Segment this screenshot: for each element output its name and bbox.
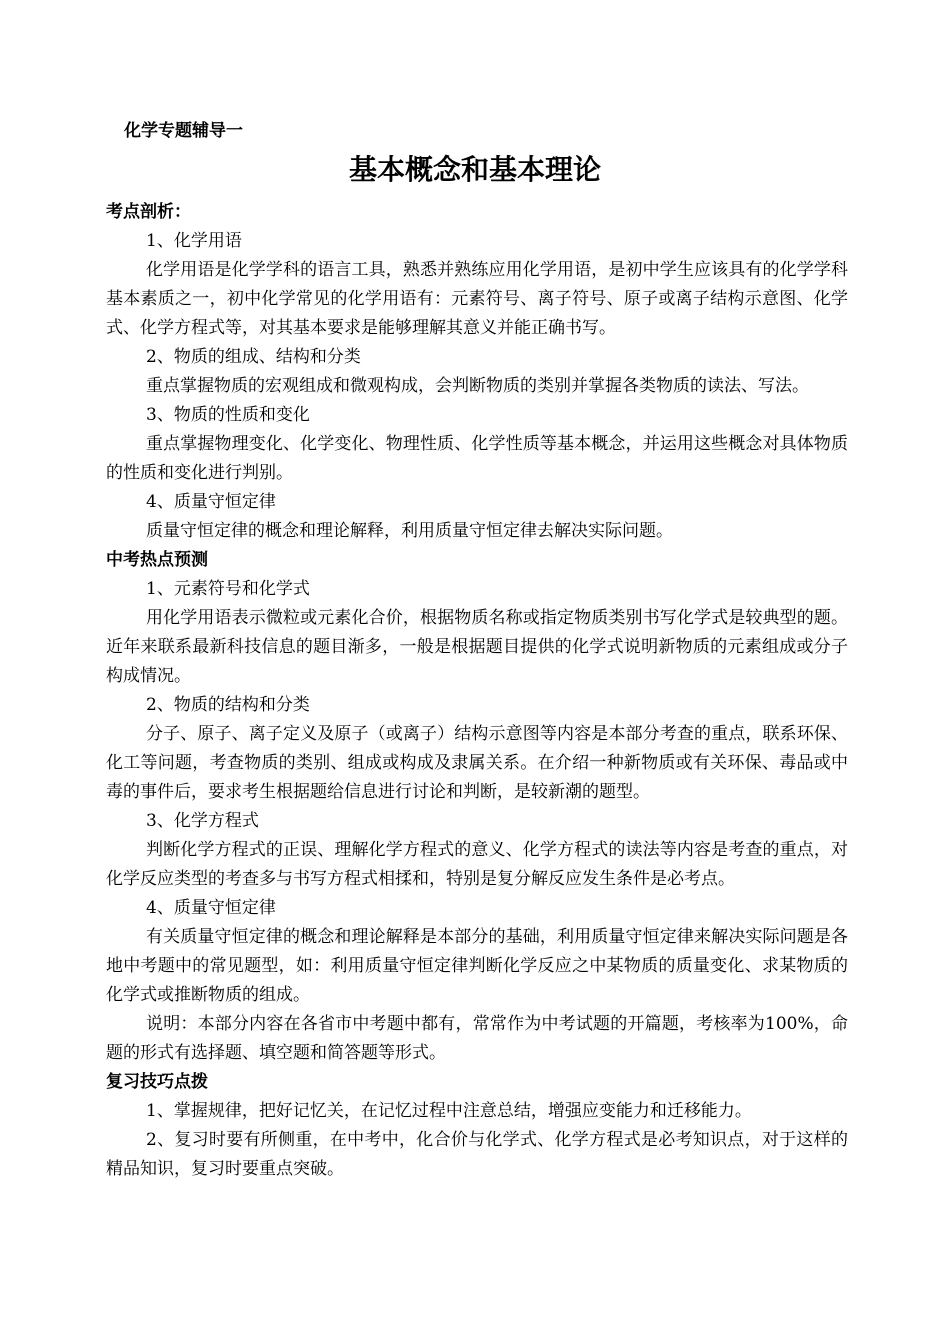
note-paragraph: 说明：本部分内容在各省市中考题中都有，常常作为中考试题的开篇题，考核率为100%，命题的形式有选择题、填空题和简答题等形式。 — [106, 1014, 848, 1063]
document-body — [106, 198, 848, 1184]
subheading: 3、化学方程式 — [146, 811, 259, 831]
subheading: 1、元素符号和化学式 — [146, 579, 310, 599]
paragraph: 重点掌握物质的宏观组成和微观构成，会判断物质的类别并掌握各类物质的读法、写法。 — [146, 376, 809, 396]
tip-item: 2、复习时要有所侧重，在中考中，化合价与化学式、化学方程式是必考知识点，对于这样的精品知识，复习时要重点突破。 — [106, 1130, 848, 1179]
paragraph: 质量守恒定律的概念和理论解释，利用质量守恒定律去解决实际问题。 — [146, 521, 673, 541]
paragraph: 重点掌握物理变化、化学变化、物理性质、化学性质等基本概念，并运用这些概念对具体物质的性质和变化进行判别。 — [106, 434, 848, 483]
subheading: 3、物质的性质和变化 — [146, 405, 310, 425]
series-label: 化学专题辅导一 — [124, 121, 243, 141]
tip-item: 1、掌握规律，把好记忆关，在记忆过程中注意总结，增强应变能力和迁移能力。 — [146, 1101, 752, 1121]
paragraph: 判断化学方程式的正误、理解化学方程式的意义、化学方程式的读法等内容是考查的重点，对化学反应类型的考查多与书写方程式相揉和，特别是复分解反应发生条件是必考点。 — [106, 840, 848, 889]
paragraph: 用化学用语表示微粒或元素化合价，根据物质名称或指定物质类别书写化学式是较典型的题。近年来联系最新科技信息的题目渐多，一般是根据题目提供的化学式说明新物质的元素组成或分子构成情况。 — [106, 608, 848, 686]
subheading: 4、质量守恒定律 — [146, 492, 276, 512]
subheading: 2、物质的结构和分类 — [146, 695, 310, 715]
subheading: 2、物质的组成、结构和分类 — [146, 347, 361, 367]
section-heading-tips: 复习技巧点拨 — [106, 1072, 208, 1092]
section-heading-analysis: 考点剖析： — [106, 202, 191, 222]
subheading: 1、化学用语 — [146, 231, 242, 251]
paragraph: 有关质量守恒定律的概念和理论解释是本部分的基础，利用质量守恒定律来解决实际问题是各地中考题中的常见题型，如：利用质量守恒定律判断化学反应之中某物质的质量变化、求某物质的化学式或推断物质的组成。 — [106, 927, 848, 1005]
subheading: 4、质量守恒定律 — [146, 898, 276, 918]
page-title: 基本概念和基本理论 — [348, 153, 601, 186]
section-heading-forecast: 中考热点预测 — [106, 550, 208, 570]
paragraph: 分子、原子、离子定义及原子（或离子）结构示意图等内容是本部分考查的重点，联系环保、化工等问题，考查物质的类别、组成或构成及隶属关系。在介绍一种新物质或有关环保、毒品或中毒的事件后，要求考生根据题给信息进行讨论和判断，是较新潮的题型。 — [106, 724, 848, 802]
paragraph: 化学用语是化学学科的语言工具，熟悉并熟练应用化学用语，是初中学生应该具有的化学学科基本素质之一，初中化学常见的化学用语有：元素符号、离子符号、原子或离子结构示意图、化学式、化学方程式等，对其基本要求是能够理解其意义并能正确书写。 — [106, 260, 848, 338]
